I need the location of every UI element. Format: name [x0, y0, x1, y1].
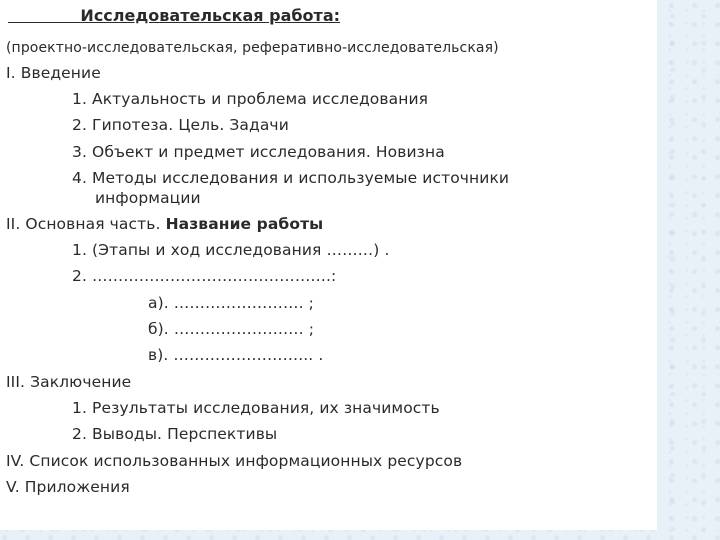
- conclusion-item-1: 1. Результаты исследования, их значимость: [72, 399, 440, 417]
- intro-item-1: 1. Актуальность и проблема исследования: [72, 90, 429, 108]
- main-subitem-c: в). ……………………... .: [148, 346, 324, 364]
- main-item-1: 1. (Этапы и ход исследования ………) .: [72, 241, 390, 259]
- section-conclusion: III. Заключение: [6, 373, 132, 391]
- section-references: IV. Список использованных информационных ресурсов: [6, 452, 463, 470]
- main-subitem-b: б). ……………………. ;: [148, 320, 315, 338]
- conclusion-item-2: 2. Выводы. Перспективы: [72, 425, 278, 443]
- document-title: [8, 6, 340, 25]
- section-introduction: I. Введение: [6, 64, 101, 82]
- title-lead-space: [8, 6, 80, 25]
- intro-item-4-continuation: информации: [95, 189, 201, 207]
- main-part-label: II. Основная часть.: [6, 215, 166, 233]
- intro-item-2: 2. Гипотеза. Цель. Задачи: [72, 116, 289, 134]
- work-name-label: Название работы: [165, 215, 324, 233]
- main-item-2: 2. ……………………………………….:: [72, 267, 337, 285]
- document-subtitle: (проектно-исследовательская, реферативно-исследовательская): [6, 40, 499, 56]
- intro-item-4: 4. Методы исследования и используемые источники: [72, 169, 510, 187]
- section-main-part: [6, 214, 323, 234]
- intro-item-3: 3. Объект и предмет исследования. Новизна: [72, 143, 445, 161]
- main-subitem-a: а). ……………………. ;: [148, 294, 314, 312]
- section-appendices: V. Приложения: [6, 478, 130, 496]
- title-text: Исследовательская работа:: [80, 6, 341, 25]
